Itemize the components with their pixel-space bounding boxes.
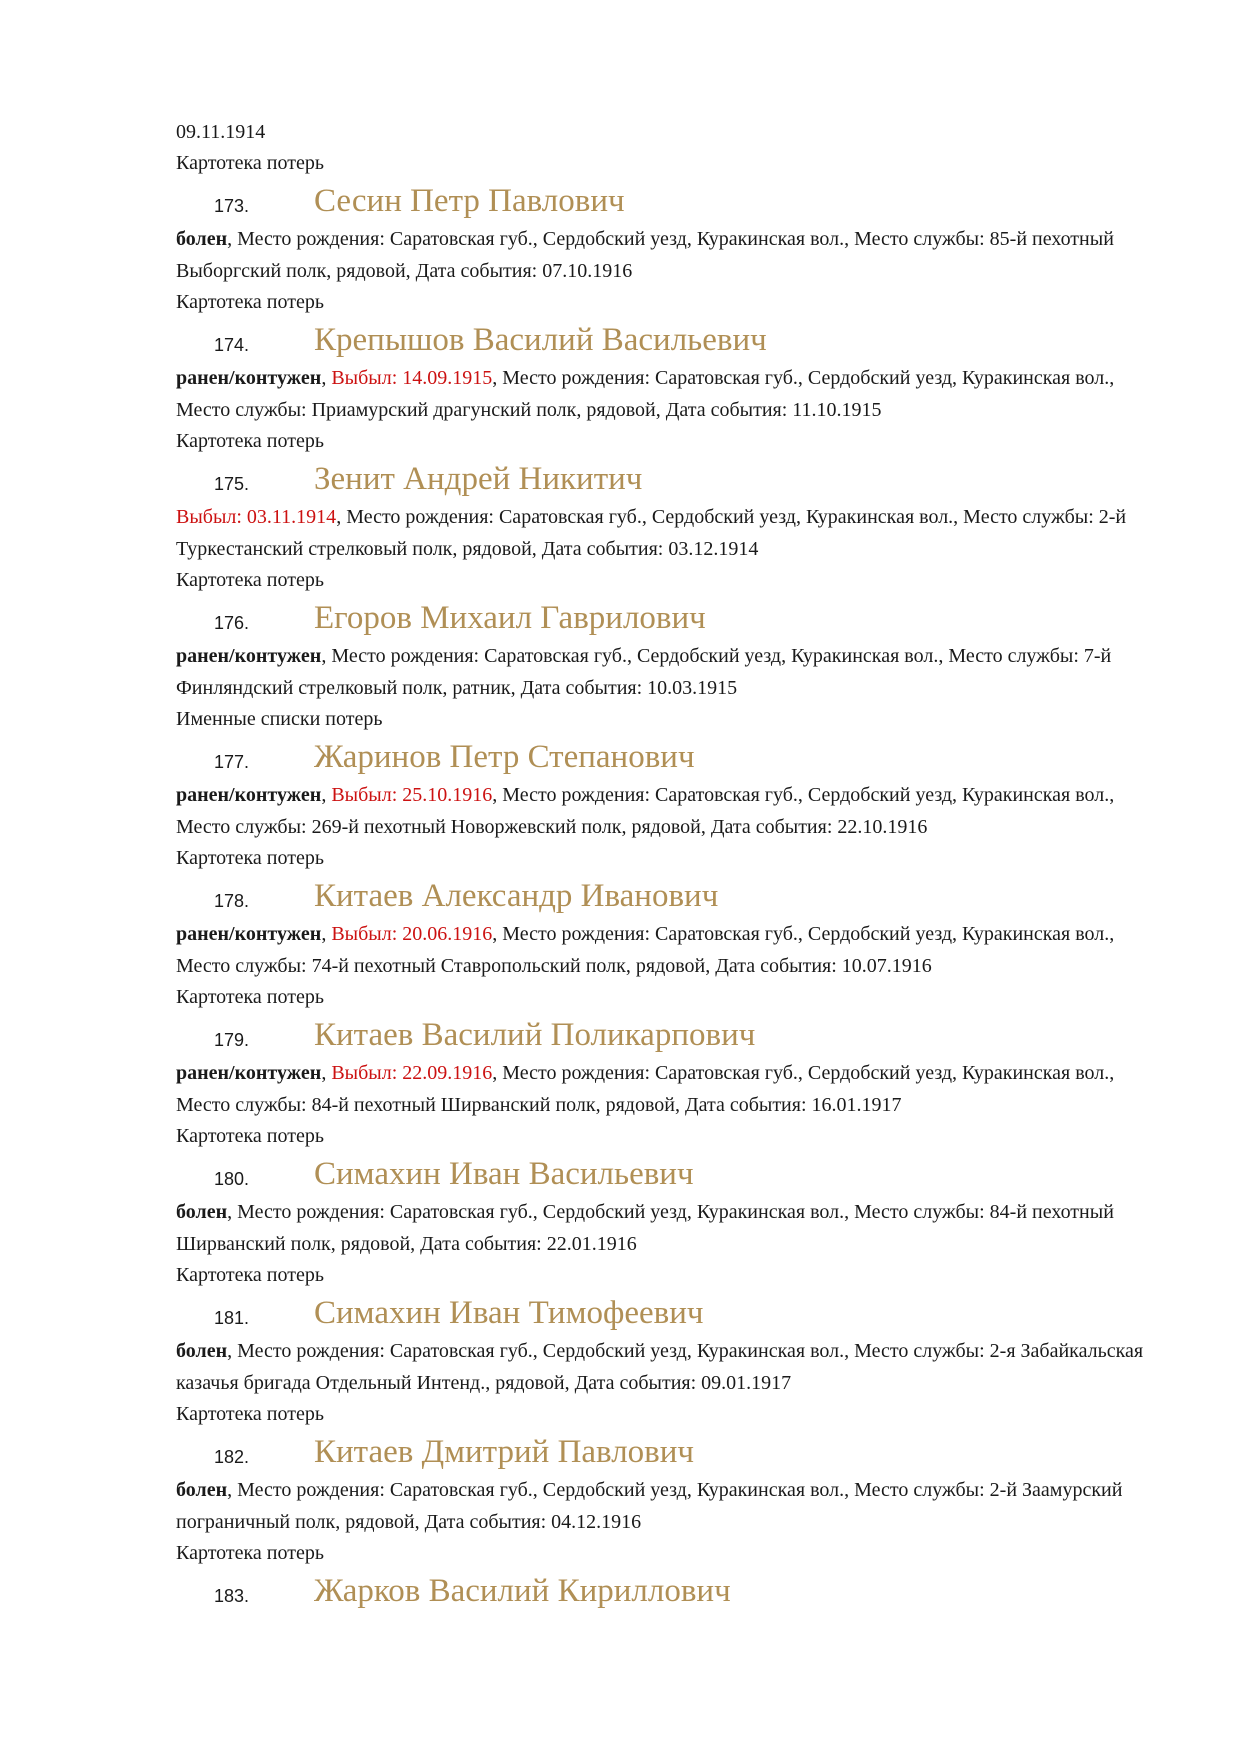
entry-details bbox=[176, 502, 1166, 565]
entry-number: 177. bbox=[214, 751, 250, 772]
details-text: , Место рождения: Саратовская губ., Сердобский уезд, Куракинская вол., Место службы: 2-й Заамурский пограничный полк, рядовой, Дата события: 04.12.1916 bbox=[176, 1479, 1123, 1533]
entry-details: ранен/контужен, Выбыл: 22.09.1916, Место рождения: Саратовская губ., Сердобский уезд, Куракинская вол., Место службы: 84-й пехотный Ширванский полк, рядовой, Дата события: 16.01.1917 bbox=[176, 1062, 1115, 1116]
entry-details: ранен/контужен, Выбыл: 20.06.1916, Место рождения: Саратовская губ., Сердобский уезд, Куракинская вол., Место службы: 74-й пехотный Ставропольский полк, рядовой, Дата события: 10.07.1916 bbox=[176, 923, 1115, 977]
person-name: Симахин Иван Тимофеевич bbox=[314, 1295, 704, 1331]
entry bbox=[176, 595, 1166, 735]
entry-heading bbox=[176, 873, 1166, 919]
person-name: Китаев Василий Поликарпович bbox=[314, 1017, 756, 1053]
source-label: Картотека потерь bbox=[176, 1125, 324, 1147]
status-text: болен bbox=[176, 1340, 228, 1362]
status-text: ранен/контужен bbox=[176, 923, 322, 945]
person-name: Егоров Михаил Гаврилович bbox=[314, 600, 706, 636]
status-text: болен bbox=[176, 1201, 228, 1223]
source-label: Картотека потерь bbox=[176, 291, 324, 313]
entry-number: 178. bbox=[214, 890, 250, 911]
entry bbox=[176, 1568, 1166, 1614]
details-text: , Место рождения: Саратовская губ., Сердобский уезд, Куракинская вол., Место службы: 269-й пехотный Новоржевский полк, рядовой, Дата события: 22.10.1916 bbox=[176, 784, 1115, 838]
status-text: болен bbox=[176, 228, 228, 250]
entry-number: 176. bbox=[214, 612, 250, 633]
entry-heading bbox=[176, 1290, 1166, 1336]
entry-details bbox=[176, 1336, 1166, 1399]
person-name: Жарков Василий Кириллович bbox=[314, 1573, 731, 1609]
source-label: Картотека потерь bbox=[176, 1264, 324, 1286]
entry-heading bbox=[176, 1568, 1166, 1614]
dropped-date: Выбыл: 03.11.1914 bbox=[176, 506, 337, 528]
entry-heading bbox=[176, 456, 1166, 502]
dropped-date: Выбыл: 22.09.1916 bbox=[331, 1062, 493, 1084]
status-text: болен bbox=[176, 1479, 228, 1501]
entry-number: 179. bbox=[214, 1029, 250, 1050]
person-name: Крепышов Василий Васильевич bbox=[314, 322, 767, 358]
entry-heading bbox=[176, 595, 1166, 641]
details-text: , Место рождения: Саратовская губ., Сердобский уезд, Куракинская вол., Место службы: 84-й пехотный Ширванский полк, рядовой, Дата события: 22.01.1916 bbox=[176, 1201, 1114, 1255]
entry-heading bbox=[176, 1012, 1166, 1058]
entry-heading bbox=[176, 1429, 1166, 1475]
entry-number: 175. bbox=[214, 473, 250, 494]
person-name: Симахин Иван Васильевич bbox=[314, 1156, 694, 1192]
source-label: Картотека потерь bbox=[176, 1542, 324, 1564]
entry bbox=[176, 1012, 1166, 1152]
entry bbox=[176, 456, 1166, 596]
dropped-date: Выбыл: 25.10.1916 bbox=[331, 784, 493, 806]
source-label: Именные списки потерь bbox=[176, 708, 383, 730]
entry-list bbox=[176, 178, 1166, 1614]
details-text: , Место рождения: Саратовская губ., Сердобский уезд, Куракинская вол., Место службы: 7-й Финляндский стрелковый полк, ратник, Дата события: 10.03.1915 bbox=[176, 645, 1112, 699]
entry-heading bbox=[176, 734, 1166, 780]
entry-details bbox=[176, 641, 1166, 704]
entry-number: 180. bbox=[214, 1168, 250, 1189]
entry-details bbox=[176, 224, 1166, 287]
details-text: , Место рождения: Саратовская губ., Сердобский уезд, Куракинская вол., Место службы: Приамурский драгунский полк, рядовой, Дата события: 11.10.1915 bbox=[176, 367, 1115, 421]
dropped-date: Выбыл: 20.06.1916 bbox=[331, 923, 493, 945]
entry bbox=[176, 1151, 1166, 1291]
person-name: Китаев Дмитрий Павлович bbox=[314, 1434, 694, 1470]
details-text: , Место рождения: Саратовская губ., Сердобский уезд, Куракинская вол., Место службы: 84-й пехотный Ширванский полк, рядовой, Дата события: 16.01.1917 bbox=[176, 1062, 1115, 1116]
status-text: ранен/контужен bbox=[176, 1062, 322, 1084]
entry bbox=[176, 178, 1166, 318]
entry bbox=[176, 873, 1166, 1013]
entry-number: 174. bbox=[214, 334, 250, 355]
status-text: ранен/контужен bbox=[176, 645, 322, 667]
dropped-date: Выбыл: 14.09.1915 bbox=[331, 367, 493, 389]
event-date: 09.11.1914 bbox=[176, 121, 266, 143]
entry bbox=[176, 1290, 1166, 1430]
person-name: Китаев Александр Иванович bbox=[314, 878, 719, 914]
entry-details: ранен/контужен, Выбыл: 25.10.1916, Место рождения: Саратовская губ., Сердобский уезд, Куракинская вол., Место службы: 269-й пехотный Новоржевский полк, рядовой, Дата события: 22.10.1916 bbox=[176, 784, 1115, 838]
entry-number: 183. bbox=[214, 1585, 250, 1606]
entry bbox=[176, 317, 1166, 457]
details-text: , Место рождения: Саратовская губ., Сердобский уезд, Куракинская вол., Место службы: 85-й пехотный Выборгский полк, рядовой, Дата события: 07.10.1916 bbox=[176, 228, 1114, 282]
person-name: Сесин Петр Павлович bbox=[314, 183, 625, 219]
entry-heading bbox=[176, 317, 1166, 363]
source-label: Картотека потерь bbox=[176, 430, 324, 452]
entry bbox=[176, 1429, 1166, 1569]
entry-heading bbox=[176, 178, 1166, 224]
details-text: , Место рождения: Саратовская губ., Сердобский уезд, Куракинская вол., Место службы: 2-я Забайкальская казачья бригада Отдельный Интенд., рядовой, Дата события: 09.01.1917 bbox=[176, 1340, 1144, 1394]
person-name: Зенит Андрей Никитич bbox=[314, 461, 643, 497]
source-label: Картотека потерь bbox=[176, 569, 324, 591]
status-text: ранен/контужен bbox=[176, 367, 322, 389]
source-label: Картотека потерь bbox=[176, 152, 324, 174]
entry-details: ранен/контужен, Выбыл: 14.09.1915, Место рождения: Саратовская губ., Сердобский уезд, Куракинская вол., Место службы: Приамурский драгунский полк, рядовой, Дата события: 11.10.1915 bbox=[176, 367, 1115, 421]
source-label: Картотека потерь bbox=[176, 986, 324, 1008]
details-text: , Место рождения: Саратовская губ., Сердобский уезд, Куракинская вол., Место службы: 74-й пехотный Ставропольский полк, рядовой, Дата события: 10.07.1916 bbox=[176, 923, 1115, 977]
entry-number: 173. bbox=[214, 195, 250, 216]
entry-number: 181. bbox=[214, 1307, 250, 1328]
entry-details bbox=[176, 1475, 1166, 1538]
status-text: ранен/контужен bbox=[176, 784, 322, 806]
details-text: , Место рождения: Саратовская губ., Сердобский уезд, Куракинская вол., Место службы: 2-й Туркестанский стрелковый полк, рядовой, Дата события: 03.12.1914 bbox=[176, 506, 1127, 560]
source-label: Картотека потерь bbox=[176, 1403, 324, 1425]
person-name: Жаринов Петр Степанович bbox=[314, 739, 695, 775]
entry bbox=[176, 734, 1166, 874]
entry-number: 182. bbox=[214, 1446, 250, 1467]
source-label: Картотека потерь bbox=[176, 847, 324, 869]
entry-heading bbox=[176, 1151, 1166, 1197]
entry-details bbox=[176, 1197, 1166, 1260]
document-content bbox=[176, 117, 1166, 1614]
